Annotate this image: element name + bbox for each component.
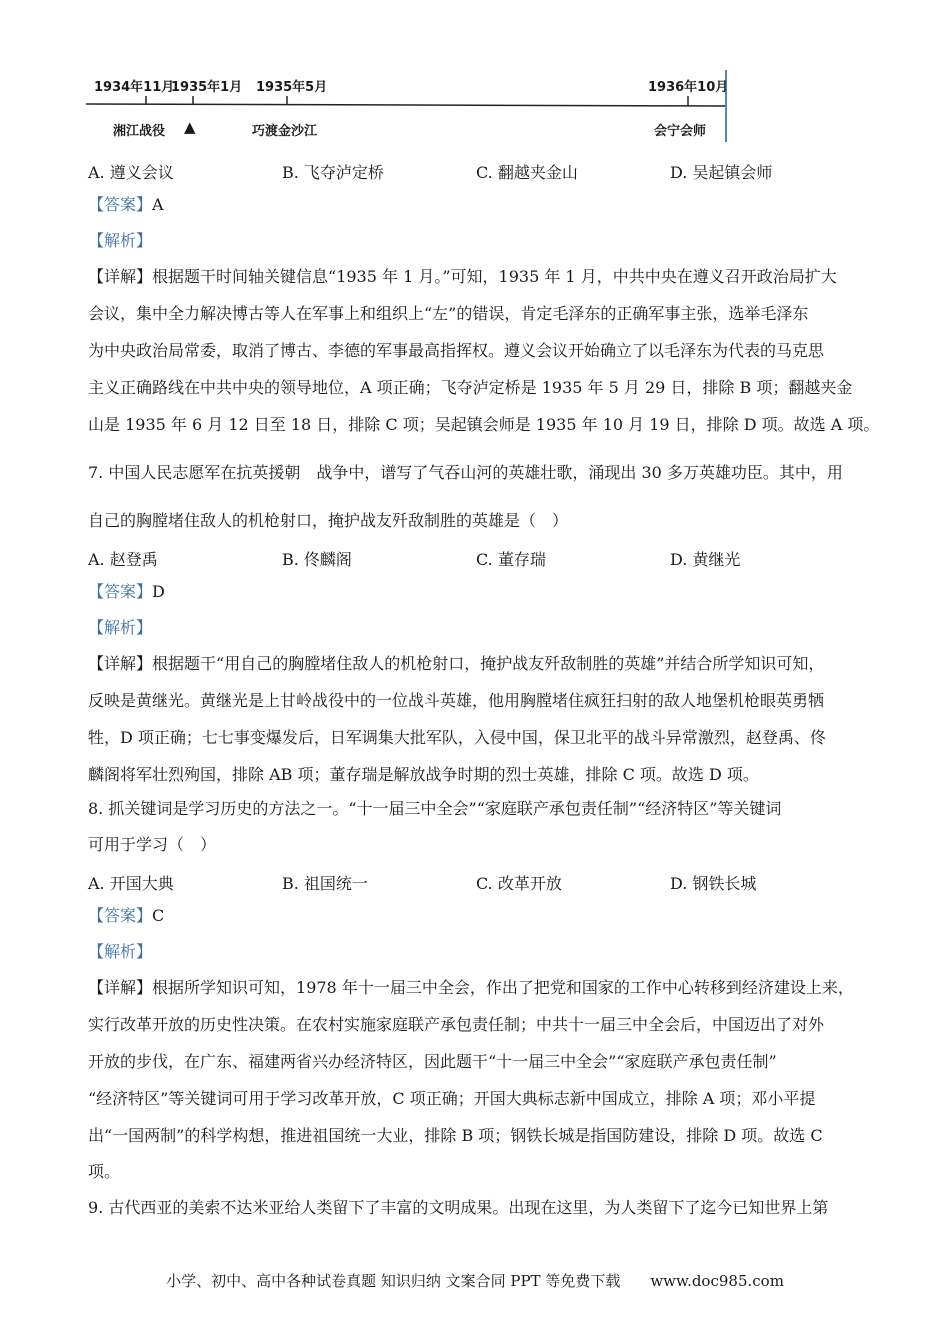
q8-option-b: B. 祖国统一 [282,874,368,893]
q7-detail-line-2: 反映是黄继光。黄继光是上甘岭战役中的一位战斗英雄，他用胸膛堵住疯狂扫射的敌人地堡机枪眼英勇牺 [88,691,825,710]
q6-option-c: C. 翻越夹金山 [476,163,578,182]
q8-detail-line-2: 实行改革开放的历史性决策。在农村实施家庭联产承包责任制；中共十一届三中全会后，中国迈出了对外 [88,1015,825,1034]
q8-option-c: C. 改革开放 [476,874,562,893]
q6-detail-line-1 [88,267,837,287]
q8-detail-line-4: “经济特区”等关键词可用于学习改革开放，C 项正确；开国大典标志新中国成立，排除 A 项；邓小平提 [88,1089,816,1108]
page-footer: 小学、初中、高中各种试卷真题 知识归纳 文案合同 PPT 等免费下载 www.doc985.com [166,1272,784,1290]
answer-tag: 【答案】 [88,906,153,925]
q8-question-line-2: 可用于学习（ ） [88,835,217,854]
q7-option-c: C. 董存瑞 [476,550,546,569]
q6-answer [88,195,164,215]
answer-tag: 【答案】 [88,195,153,214]
q8-option-a: A. 开国大典 [88,874,174,893]
q6-analysis-tag: 【解析】 [88,231,153,250]
timeline-event-1: 湘江战役 [113,124,166,139]
timeline-event-3: 巧渡金沙江 [252,124,318,139]
q7-answer [88,582,165,602]
timeline-date-4: 1936年10月 [648,80,729,95]
detail-tag: 【详解】 [88,267,153,286]
q8-option-d: D. 钢铁长城 [670,874,757,893]
q7-question-line-1: 7. 中国人民志愿军在抗英援朝 战争中，谱写了气吞山河的英雄壮歌，涌现出 30 多万英雄功臣。其中，用 [88,463,843,482]
q8-detail-line-3: 开放的步伐，在广东、福建两省兴办经济特区，因此题干“十一届三中全会”“家庭联产承包责任制” [88,1052,777,1071]
q7-analysis-tag: 【解析】 [88,618,153,637]
timeline-date-3: 1935年5月 [256,80,328,95]
detail-text: 根据所学知识可知，1978 年十一届三中全会，作出了把党和国家的工作中心转移到经济建设上来， [152,978,854,997]
q8-question-line-1: 8. 抓关键词是学习历史的方法之一。“十一届三中全会”“家庭联产承包责任制”“经济特区”等关键词 [88,799,782,818]
detail-text: 根据题干“用自己的胸膛堵住敌人的机枪射口，掩护战友歼敌制胜的英雄”并结合所学知识可知， [152,654,825,673]
q7-question-line-2: 自己的胸膛堵住敌人的机枪射口，掩护战友歼敌制胜的英雄是（ ） [88,511,569,530]
q6-detail-line-3: 为中央政治局常委，取消了博古、李德的军事最高指挥权。遵义会议开始确立了以毛泽东为代表的马克思 [88,341,825,360]
timeline-event-4: 会宁会师 [654,124,707,139]
timeline-date-1: 1934年11月 [94,80,175,95]
q6-detail-line-5: 山是 1935 年 6 月 12 日至 18 日，排除 C 项；吴起镇会师是 1935 年 10 月 19 日，排除 D 项。故选 A 项。 [88,415,880,434]
timeline-event-triangle: ▲ [184,118,196,136]
detail-text: 根据题干时间轴关键信息“1935 年 1 月。”可知，1935 年 1 月，中共中央在遵义召开政治局扩大 [152,267,837,286]
q7-option-b: B. 佟麟阁 [282,550,352,569]
answer-tag: 【答案】 [88,582,153,601]
answer-value: D [152,582,165,601]
detail-tag: 【详解】 [88,654,153,673]
q6-option-a: A. 遵义会议 [88,163,174,182]
q8-detail-line-1 [88,978,854,998]
detail-tag: 【详解】 [88,978,153,997]
q6-detail-line-4: 主义正确路线在中共中央的领导地位，A 项正确；飞夺泸定桥是 1935 年 5 月 29 日，排除 B 项；翻越夹金 [88,378,853,397]
q8-answer [88,906,164,926]
timeline-date-2: 1935年1月 [171,80,243,95]
answer-value: A [152,195,164,214]
q7-detail-line-3: 牲，D 项正确；七七事变爆发后，日军调集大批军队，入侵中国，保卫北平的战斗异常激烈，赵登禹、佟 [88,728,826,747]
answer-value: C [152,906,165,925]
q9-question-line-1: 9. 古代西亚的美索不达米亚给人类留下了丰富的文明成果。出现在这里，为人类留下了迄今已知世界上第 [88,1198,829,1217]
q7-detail-line-1 [88,654,824,674]
q7-detail-line-4: 麟阁将军壮烈殉国，排除 AB 项；董存瑞是解放战争时期的烈士英雄，排除 C 项。故选 D 项。 [88,765,759,784]
q7-option-a: A. 赵登禹 [88,550,158,569]
q6-option-d: D. 吴起镇会师 [670,163,773,182]
q8-detail-line-5: 出“一国两制”的科学构想，推进祖国统一大业，排除 B 项；钢铁长城是指国防建设，排除 D 项。故选 C [88,1126,823,1145]
q8-detail-line-6: 项。 [88,1162,121,1181]
timeline-figure [80,60,760,150]
q6-option-b: B. 飞夺泸定桥 [282,163,384,182]
q8-analysis-tag: 【解析】 [88,942,153,961]
q6-detail-line-2: 会议，集中全力解决博古等人在军事上和组织上“左”的错误，肯定毛泽东的正确军事主张，选举毛泽东 [88,304,809,323]
q7-option-d: D. 黄继光 [670,550,741,569]
